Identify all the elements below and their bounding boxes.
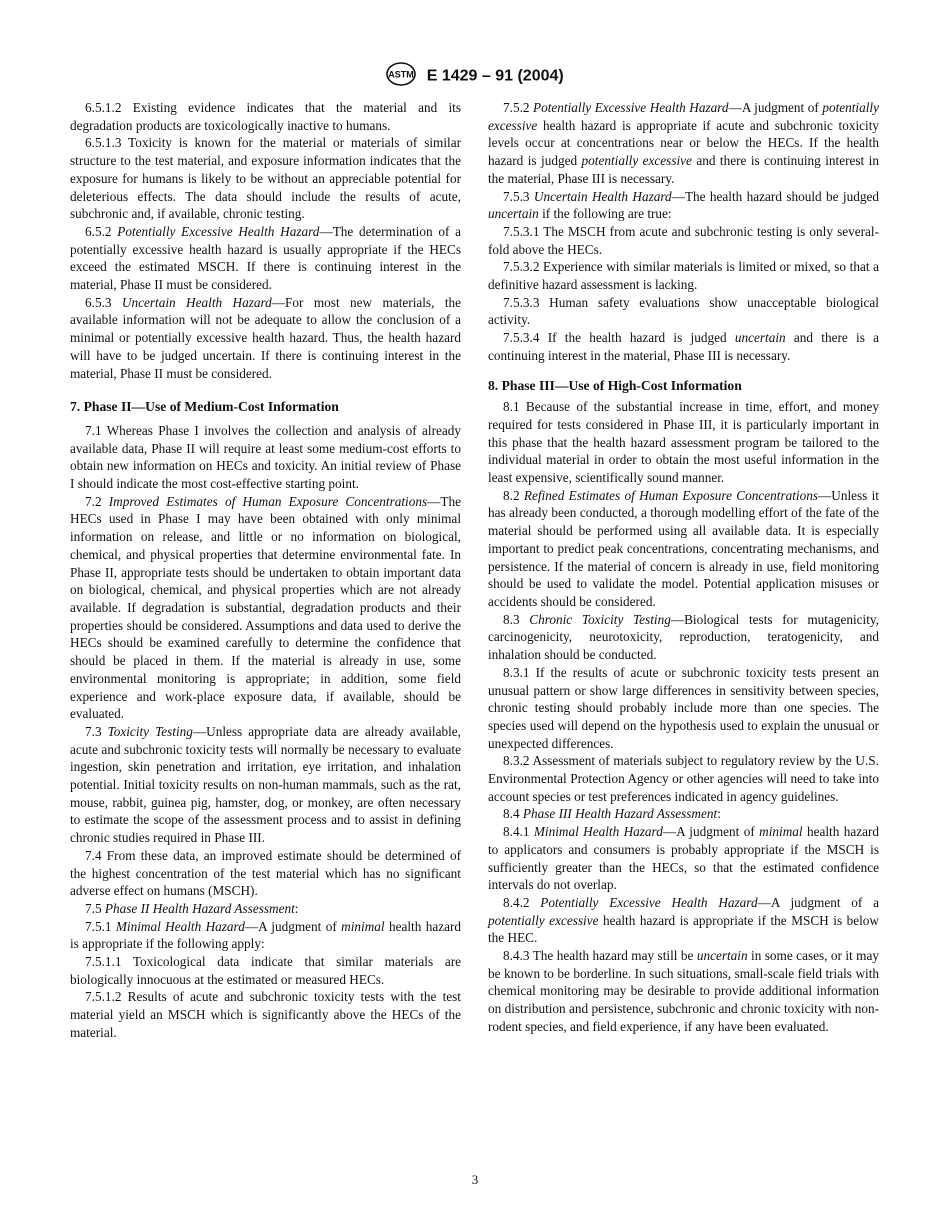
para-8-1: 8.1 Because of the substantial increase in time, effort, and money required for tests considered in Phase III, it is particularly important in this phase that the health hazard assessment program be tailored to the individual material in order to obtain the most useful information in the least expensive, scientifically sound manner.: [488, 399, 879, 486]
para-6-5-1-3: 6.5.1.3 Toxicity is known for the material or materials of similar structure to the test material, and exposure information indicates that the exposure for humans is likely to be without an appreciable potential for deleterious effects. The data should include the results of acute, subchronic and, if available, chronic testing.: [70, 135, 461, 222]
section-8-heading: 8. Phase III—Use of High-Cost Information: [488, 377, 742, 393]
para-7-5-2: 7.5.2 Potentially Excessive Health Hazard—A judgment of potentially excessive health hazard is appropriate if acute and subchronic toxicity levels occur at concentrations near or below the HECs. If the health hazard is judged potentially excessive and there is continuing interest in the material, Phase III is necessary.: [488, 100, 879, 186]
para-7-4: 7.4 From these data, an improved estimate should be determined of the highest concentration of the test material which has no significant adverse effect on humans (MSCH).: [70, 847, 461, 899]
para-7-5-3-3: 7.5.3.3 Human safety evaluations show unacceptable biological activity.: [488, 294, 879, 328]
para-6-5-3: 6.5.3 Uncertain Health Hazard—For most new materials, the available information will not be adequate to allow the conclusion of a minimal or potentially excessive health hazard. Thus, the health hazard will have to be judged uncertain. If there is continuing interest in the material, Phase II must be considered.: [70, 294, 462, 381]
para-6-5-2: 6.5.2 Potentially Excessive Health Hazard—The determination of a potentially excessive health hazard is usually appropriate if the HECs exceed the estimated MSCH. If there is continuing interest in the material, Phase II must be considered.: [70, 223, 462, 293]
para-7-5: 7.5 Phase II Health Hazard Assessment:: [85, 900, 299, 916]
para-7-5-3: 7.5.3 Uncertain Health Hazard—The health hazard should be judged uncertain if the following are true:: [488, 188, 879, 222]
logo-text: ASTM: [388, 69, 415, 80]
para-7-5-3-1: 7.5.3.1 The MSCH from acute and subchronic testing is only several-fold above the HECs.: [488, 223, 879, 257]
para-8-4-3: 8.4.3 The health hazard may still be uncertain in some cases, or it may be known to be borderline. In such situations, small-scale field trials with chemical monitoring may be desirable to provide additional information on distribution and persistence, subchronic and chronic toxicity with non-rodent species, and field experience, if any have been evaluated.: [488, 948, 879, 1034]
para-7-5-1-1: 7.5.1.1 Toxicological data indicate that similar materials are biologically innocuous at the estimated or measured HECs.: [70, 954, 461, 987]
para-7-5-1: 7.5.1 Minimal Health Hazard—A judgment of minimal health hazard is appropriate if the following apply:: [70, 918, 461, 952]
para-7-5-1-2: 7.5.1.2 Results of acute and subchronic toxicity tests with the test material yield an MSCH which is significantly above the HECs of the material.: [70, 989, 461, 1040]
para-8-2: 8.2 Refined Estimates of Human Exposure Concentrations—Unless it has already been conducted, a thorough modelling effort of the fate of the material should be performed using all available data. It is especially important to predict peak concentrations, concentrating mechanisms, and persistence. If the material of concern is already in use, field monitoring should be used to validate the model. Potential application misuses or accidents should be considered.: [488, 487, 879, 609]
para-7-3: 7.3 Toxicity Testing—Unless appropriate data are already available, acute and subchronic toxicity tests will normally be necessary to evaluate ingestion, skin penetration and irritation, eye irritation, and inhalation potential. Initial toxicity results on non-human mammals, such as the rat, mouse, rabbit, guinea pig, hamster, dog, or monkey, are often necessary to estimate the scope of the assessment process and to assist in defining chronic studies required in Phase III.: [70, 723, 461, 846]
astm-logo-icon: [386, 62, 416, 91]
page-number: 3: [471, 1172, 479, 1187]
para-8-4: 8.4 Phase III Health Hazard Assessment:: [503, 806, 721, 822]
para-8-4-2: 8.4.2 Potentially Excessive Health Hazard—A judgment of a potentially excessive health hazard is appropriate if the MSCH is below the HEC.: [488, 894, 879, 946]
para-8-3-1: 8.3.1 If the results of acute or subchronic toxicity tests present an unusual pattern or show large differences in sensitivity between species, chronic testing should probably include more than one species. The species used will depend on the hypothesis used to explain the unusual or unexpected differences.: [488, 664, 879, 751]
para-7-1: 7.1 Whereas Phase I involves the collection and analysis of already available data, Phase II will require at least some medium-cost efforts to obtain new information on HECs and toxicity. An initial review of Phase I should indicate the most cost-effective starting point.: [70, 422, 461, 492]
para-8-4-1: 8.4.1 Minimal Health Hazard—A judgment of minimal health hazard to applicators and consumers is probably appropriate if the MSCH is sufficiently greater than the HECs, so that the estimated confidence intervals do not overlap.: [488, 824, 879, 893]
right-column: [488, 99, 879, 1036]
para-7-5-3-4: 7.5.3.4 If the health hazard is judged uncertain and there is a continuing interest in the material, Phase III is necessary.: [488, 330, 879, 363]
para-6-5-1-2: 6.5.1.2 Existing evidence indicates that the material and its degradation products are toxicologically inactive to humans.: [70, 100, 461, 133]
para-8-3-2: 8.3.2 Assessment of materials subject to regulatory review by the U.S. Environmental Protection Agency or other agencies will need to take into account species or test preferences indicated in agency guidelines.: [488, 753, 879, 804]
para-7-2: 7.2 Improved Estimates of Human Exposure Concentrations—The HECs used in Phase I may have been obtained with only minimal information on release, and little or no information on biological, chemical, and physical properties that determine environmental fate. In Phase II, appropriate tests should be undertaken to obtain important data on biological, chemical, and physical properties which are not already available. If degradation is substantial, degradation products and their properties should be considered. Assumptions and data used to derive the HECs should be examined carefully to determine the confidence that should be placed in them. If the material is already in use, some environmental monitoring is appropriate; in addition, some field experience and work-place exposure data, if available, should be evaluated.: [70, 493, 461, 722]
para-7-5-3-2: 7.5.3.2 Experience with similar materials is limited or mixed, so that a definitive hazard assessment is lacking.: [488, 259, 879, 293]
para-8-3: 8.3 Chronic Toxicity Testing—Biological tests for mutagenicity, carcinogenicity, neurotoxicity, reproduction, teratogenicity, and inhalation should be conducted.: [488, 611, 879, 663]
section-7-heading: 7. Phase II—Use of Medium-Cost Information: [70, 399, 339, 415]
left-column: [70, 99, 461, 1042]
designation: E 1429 – 91 (2004): [426, 67, 564, 85]
page-header: [0, 62, 950, 91]
